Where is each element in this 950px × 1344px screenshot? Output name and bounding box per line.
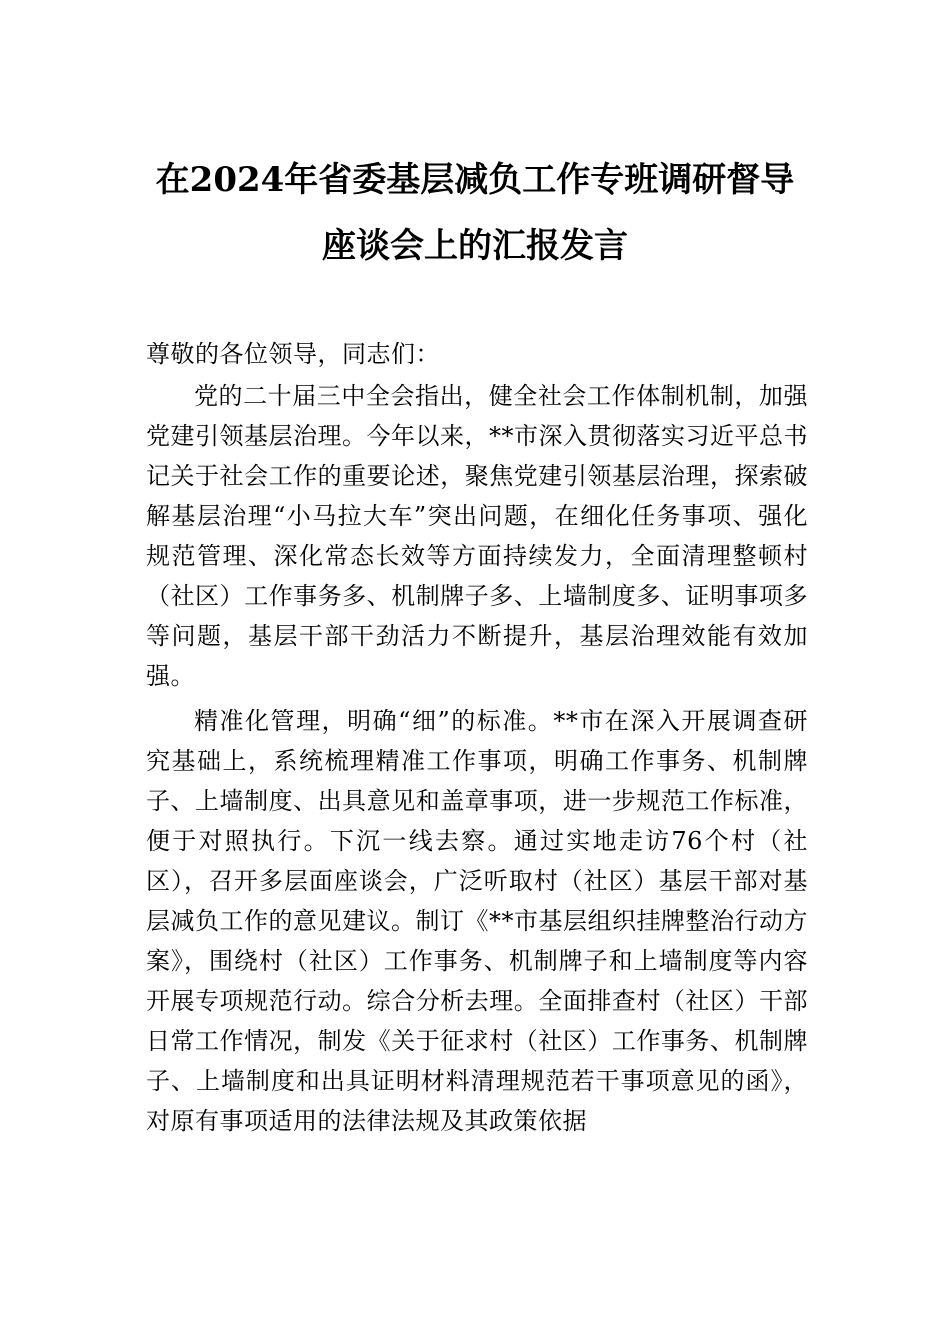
title-line-2: 座谈会上的汇报发言 xyxy=(322,226,628,266)
paragraph-precise-management: 精准化管理，明确“细”的标准。**市在深入开展调查研究基础上，系统梳理精准工作事项，明确工作事务、机制牌子、上墙制度、出具意见和盖章事项，进一步规范工作标准，便于对照执行。下沉一线去察。通过实地走访76个村（社区），召开多层面座谈会，广泛听取村（社区）基层干部对基层减负工作的意见建议。制订《**市基层组织挂牌整治行动方案》，围绕村（社区）工作事务、机制牌子和上墙制度等内容开展专项规范行动。综合分析去理。全面排查村（社区）干部日常工作情况，制发《关于征求村（社区）工作事务、机制牌子、上墙制度和出具证明材料清理规范若干事项意见的函》，对原有事项适用的法律法规及其政策依据 xyxy=(146,707,808,1135)
salutation: 尊敬的各位领导，同志们： xyxy=(146,340,440,368)
title-line-1: 在2024年省委基层减负工作专班调研督导 xyxy=(155,160,795,200)
document-body xyxy=(146,334,808,1146)
paragraph-intro: 党的二十届三中全会指出，健全社会工作体制机制，加强党建引领基层治理。今年以来，**市深入贯彻落实习近平总书记关于社会工作的重要论述，聚焦党建引领基层治理，探索破解基层治理“小马拉大车”突出问题，在细化任务事项、强化规范管理、深化常态长效等方面持续发力，全面清理整顿村（社区）工作事务多、机制牌子多、上墙制度多、证明事项多等问题，基层干部干劲活力不断提升，基层治理效能有效加强。 xyxy=(146,382,808,690)
document-title xyxy=(120,160,830,266)
